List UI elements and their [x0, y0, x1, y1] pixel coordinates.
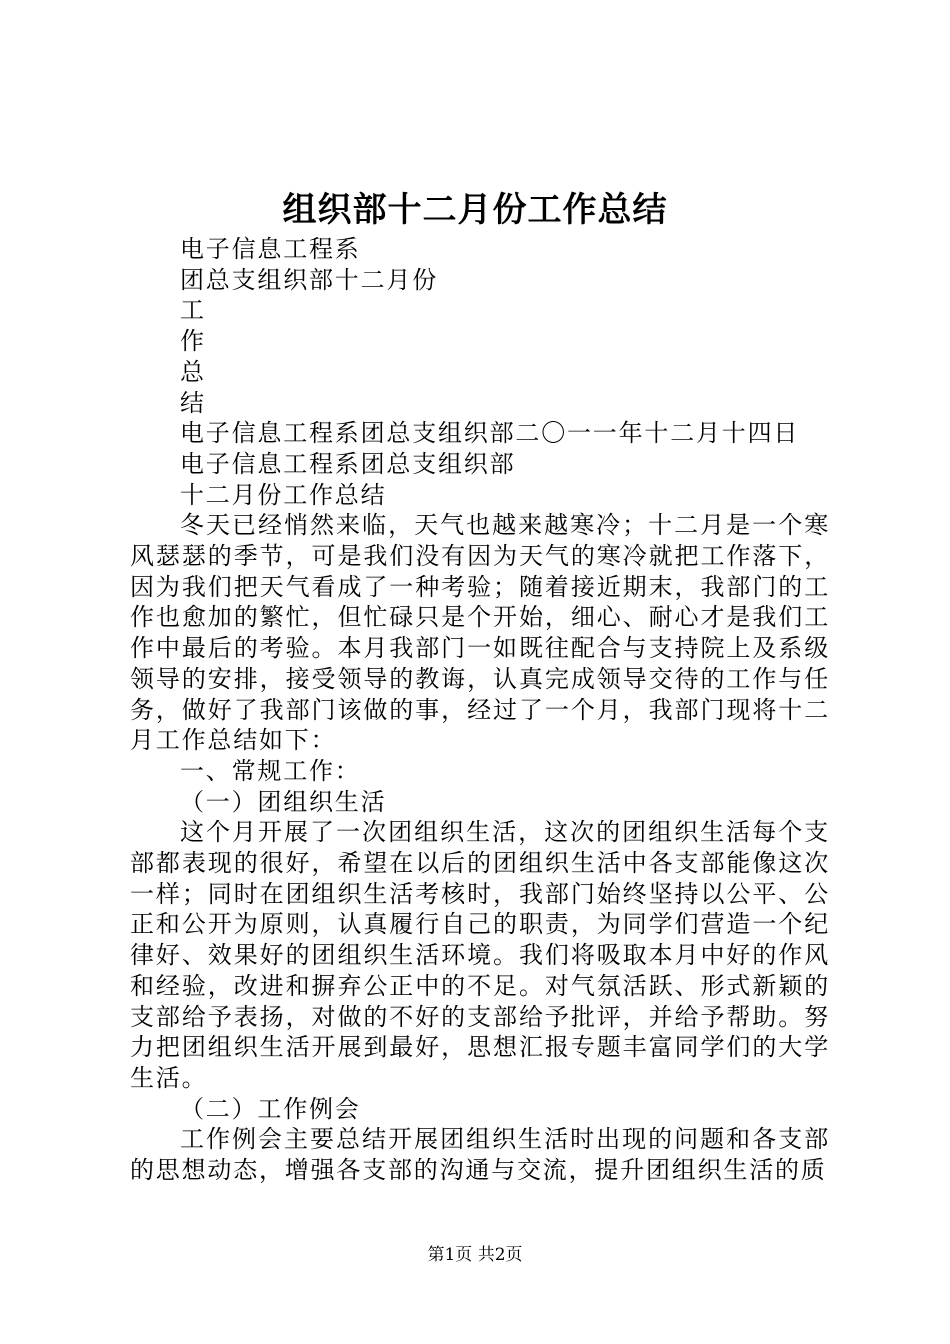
header-line: 电子信息工程系团总支组织部二〇一一年十二月十四日: [180, 419, 800, 448]
header-line: 电子信息工程系: [180, 235, 361, 263]
subsection-heading: （一）团组织生活: [180, 787, 387, 816]
section-heading: 一、常规工作：: [180, 756, 361, 785]
document-title: 组织部十二月份工作总结: [282, 190, 668, 230]
header-line: 工: [180, 296, 206, 325]
body-paragraph: 这个月开展了一次团组织生活，这次的团组织生活每个支部都表现的很好，希望在以后的团组织生活中各支部能像这次一样；同时在团组织生活考核时，我部门始终坚持以公平、公正和公开为原则，认真履行自己的职责，为同学们营造一个纪律好、效果好的团组织生活环境。我们将吸取本月中好的作风和经验，改进和摒弃公正中的不足。对气氛活跃、形式新颖的支部给予表扬，对做的不好的支部给予批评，并给予帮助。努力把团组织生活开展到最好，思想汇报专题丰富同学们的大学生活。: [130, 818, 830, 1092]
header-line: 作: [180, 327, 206, 356]
header-line: 结: [180, 388, 206, 417]
header-line: 团总支组织部十二月份: [180, 265, 438, 294]
body-paragraph: 冬天已经悄然来临，天气也越来越寒冷；十二月是一个寒风瑟瑟的季节，可是我们没有因为天气的寒冷就把工作落下，因为我们把天气看成了一种考验；随着接近期末，我部门的工作也愈加的繁忙，但忙碌只是个开始，细心、耐心才是我们工作中最后的考验。本月我部门一如既往配合与支持院上及系级领导的安排，接受领导的教诲，认真完成领导交待的工作与任务，做好了我部门该做的事，经过了一个月，我部门现将十二月工作总结如下：: [130, 511, 830, 755]
page-footer: 第1页 共2页: [427, 1245, 523, 1265]
document-body: [130, 234, 830, 1186]
header-line: 十二月份工作总结: [180, 480, 387, 509]
body-paragraph: 工作例会主要总结开展团组织生活时出现的问题和各支部的思想动态，增强各支部的沟通与交流，提升团组织生活的质: [130, 1125, 830, 1185]
header-line: 电子信息工程系团总支组织部: [180, 449, 516, 478]
header-line: 总: [180, 357, 206, 386]
subsection-heading: （二）工作例会: [180, 1094, 361, 1123]
